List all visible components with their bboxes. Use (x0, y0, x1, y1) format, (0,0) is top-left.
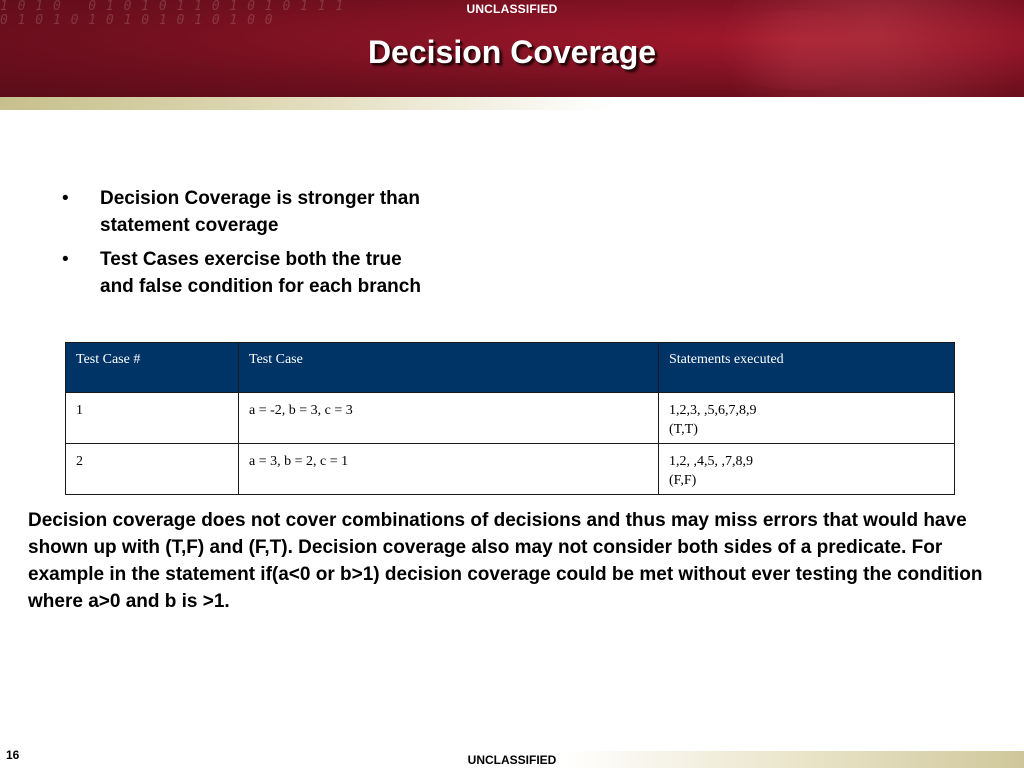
bullet-item (58, 185, 518, 239)
branch-outcome: (T,T) (669, 422, 698, 437)
header-banner (0, 0, 1024, 97)
table-cell-statements (659, 444, 955, 495)
column-header-test-case-number: Test Case # (66, 343, 239, 393)
binary-pattern-decoration: 1 0 1 0 0 1 0 1 0 1 1 0 1 0 1 0 1 1 1 0 1 0 1 0 1 0 1 0 1 0 1 0 1 0 0 (0, 0, 345, 28)
bullet-icon: • (62, 249, 69, 270)
header-stripe (0, 97, 1024, 110)
table-cell-case: a = 3, b = 2, c = 1 (239, 444, 659, 495)
table-cell-number: 1 (66, 393, 239, 444)
column-header-test-case: Test Case (239, 343, 659, 393)
branch-outcome: (F,F) (669, 473, 697, 488)
test-case-table (65, 342, 955, 495)
classification-marking-top: UNCLASSIFIED (466, 2, 558, 16)
classification-marking-bottom: UNCLASSIFIED (467, 753, 557, 767)
table-cell-statements (659, 393, 955, 444)
bullet-list (58, 185, 518, 307)
table-cell-number: 2 (66, 444, 239, 495)
bullet-text-line: and false condition for each branch (100, 276, 421, 297)
table-row (66, 393, 955, 444)
table-header-row (66, 343, 955, 393)
table-cell-case: a = -2, b = 3, c = 3 (239, 393, 659, 444)
bullet-text-line: statement coverage (100, 215, 279, 236)
bullet-text-line: Test Cases exercise both the true (100, 249, 402, 270)
slide-title: Decision Coverage (367, 34, 657, 70)
bullet-text-line: Decision Coverage is stronger than (100, 188, 420, 209)
explanation-paragraph: Decision coverage does not cover combinations of decisions and thus may miss errors that would have shown up with (T,F) and (F,T). Decision coverage also may not consider both sides of a predicate. For example in the statement if(a<0 or b>1) decision coverage could be met without ever testing the condition where a>0 and b is >1. (28, 510, 983, 612)
page-number: 16 (6, 748, 20, 762)
column-header-statements-executed: Statements executed (659, 343, 955, 393)
bullet-icon: • (62, 188, 69, 209)
table-row (66, 444, 955, 495)
statements-list: 1,2,3, ,5,6,7,8,9 (669, 403, 757, 418)
bullet-item (58, 246, 518, 300)
statements-list: 1,2, ,4,5, ,7,8,9 (669, 454, 753, 469)
